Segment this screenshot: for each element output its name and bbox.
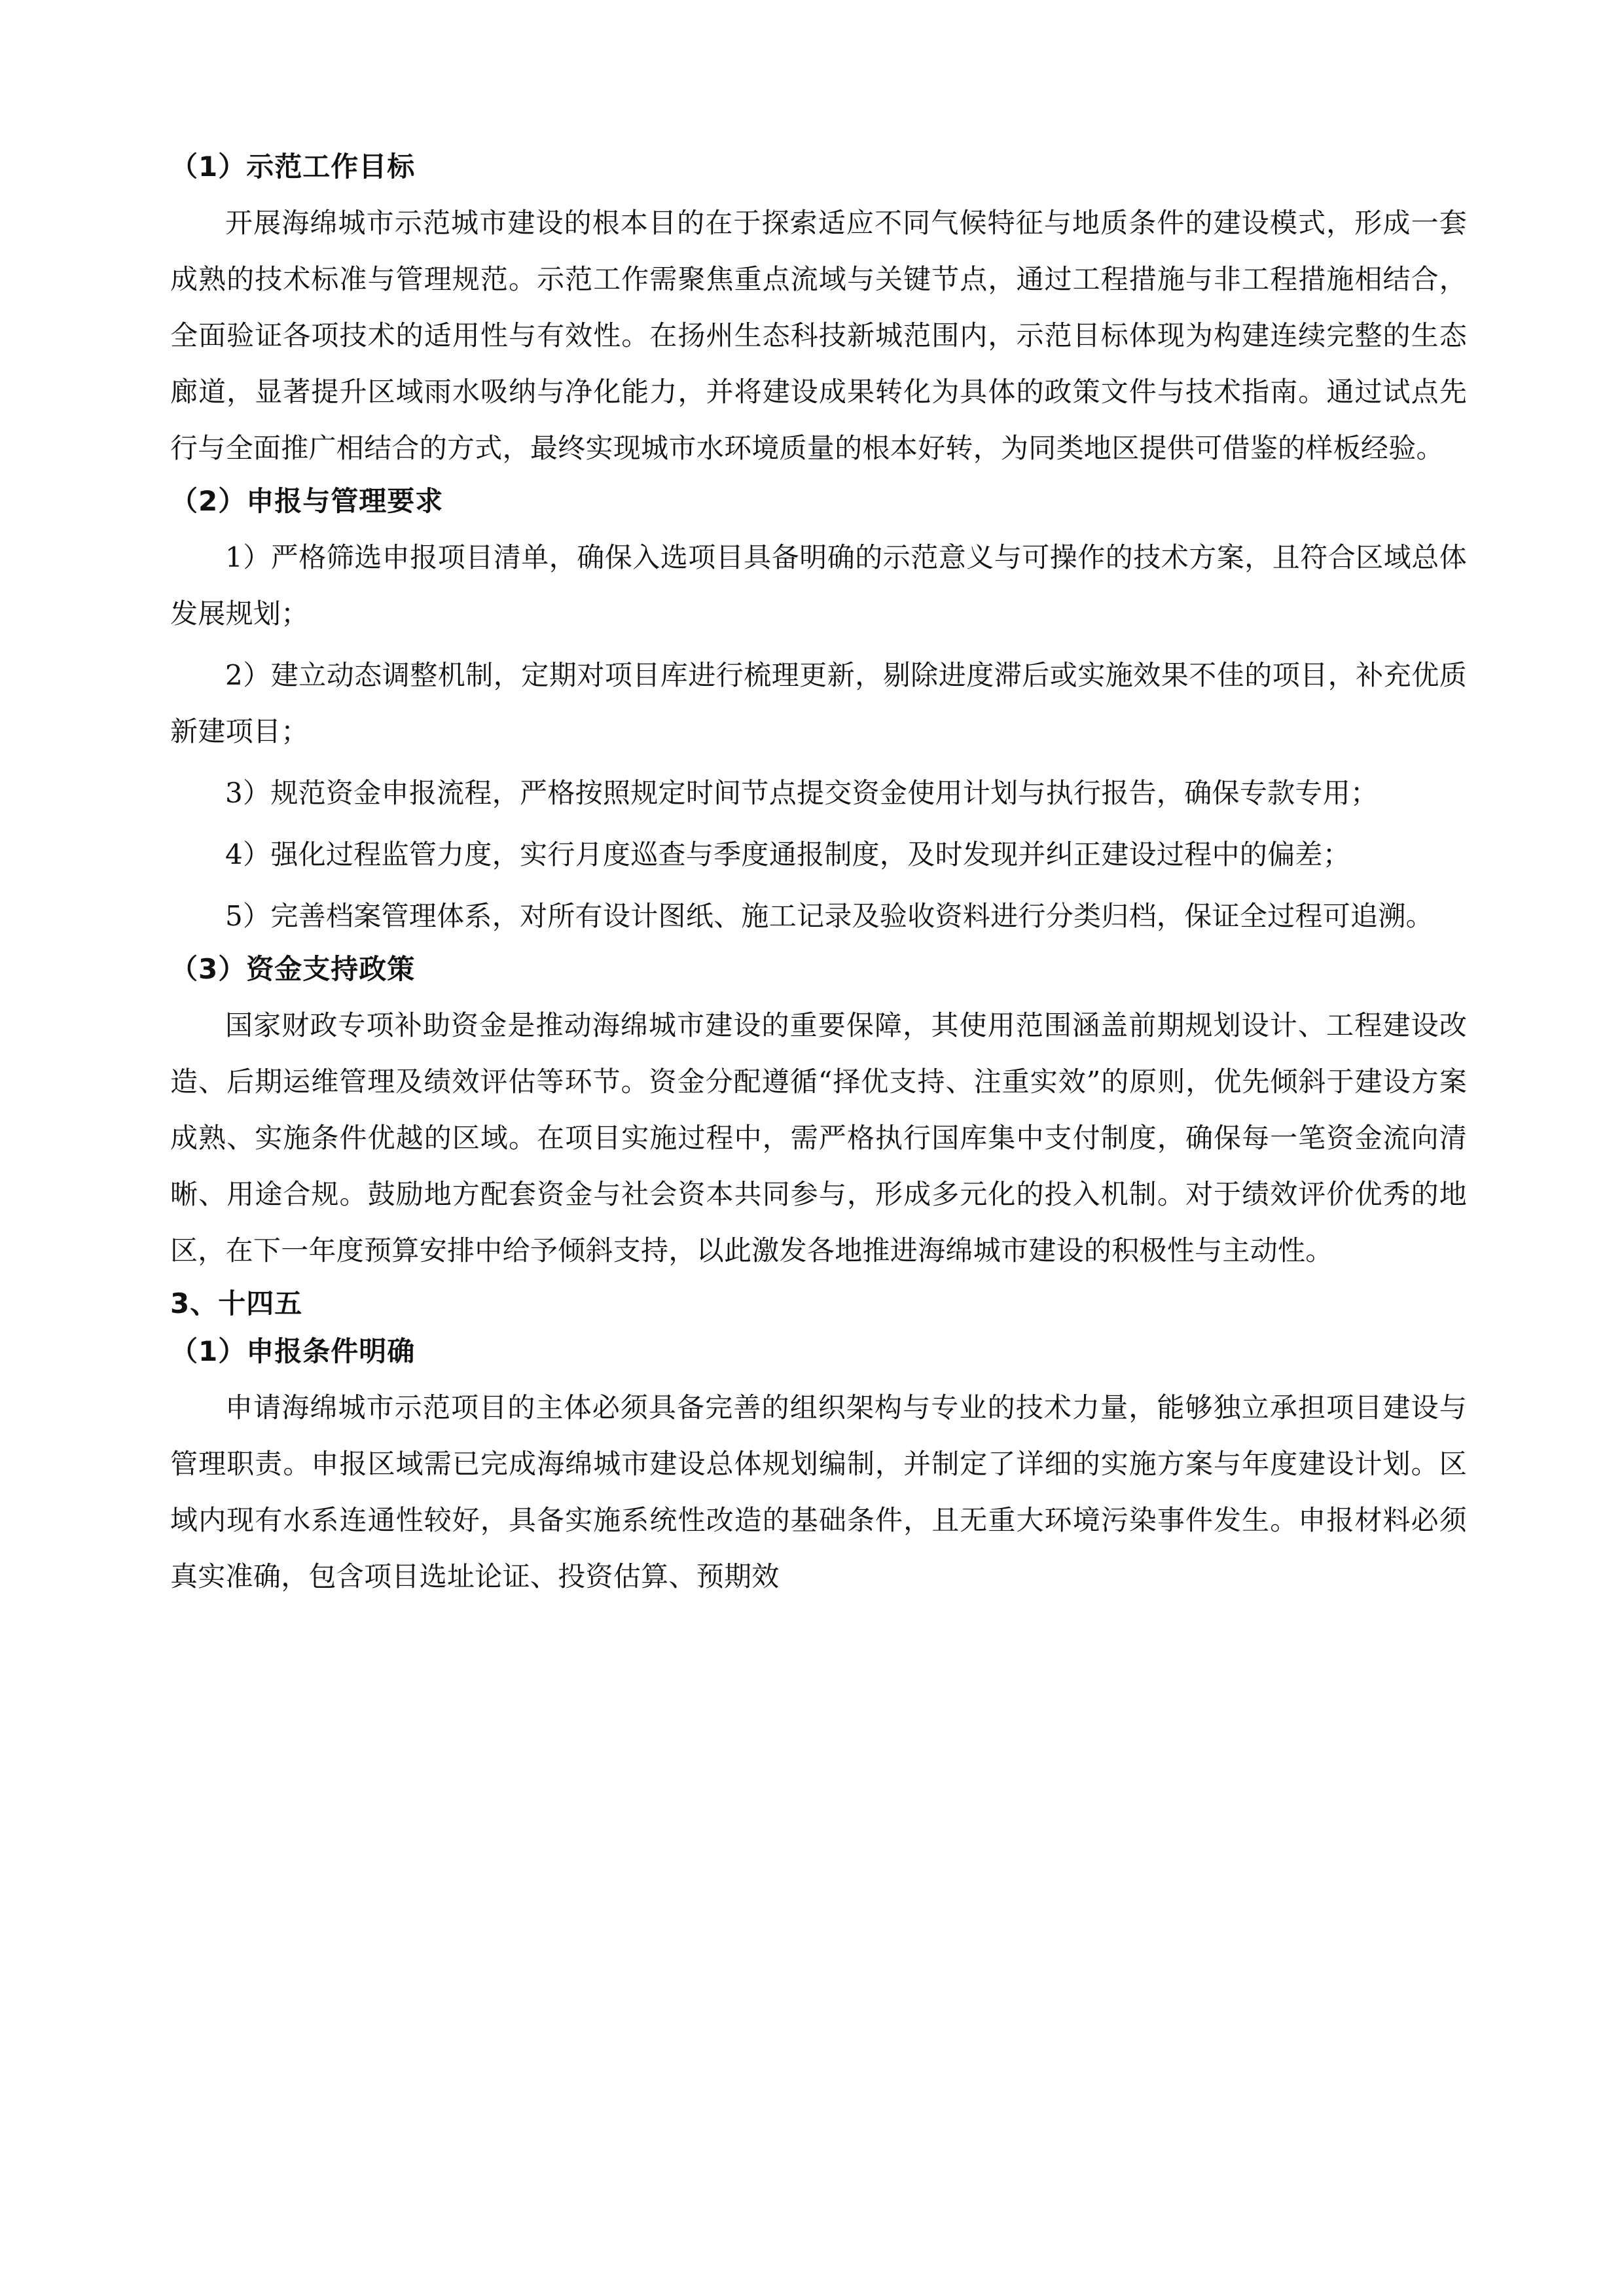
section-heading-demonstration-goals: （1）示范工作目标 [170, 151, 416, 183]
list-item-requirement-4: 4）强化过程监管力度，实行月度巡查与季度通报制度，及时发现并纠正建设过程中的偏差； [225, 838, 1351, 870]
list-item-requirement-1: 1）严格筛选申报项目清单，确保入选项目具备明确的示范意义与可操作的技术方案，且符合区域总体发展规划； [170, 541, 1467, 630]
list-item-requirement-5: 5）完善档案管理体系，对所有设计图纸、施工记录及验收资料进行分类归档，保证全过程可追溯。 [225, 900, 1434, 932]
paragraph-application-conditions: 申请海绵城市示范项目的主体必须具备完善的组织架构与专业的技术力量，能够独立承担项目建设与管理职责。申报区域需已完成海绵城市建设总体规划编制，并制定了详细的实施方案与年度建设计划。区域内现有水系连通性较好，具备实施系统性改造的基础条件，且无重大环境污染事件发生。申报材料必须真实准确，包含项目选址论证、投资估算、预期效 [170, 1391, 1467, 1592]
list-item-requirement-3: 3）规范资金申报流程，严格按照规定时间节点提交资金使用计划与执行报告，确保专款专用； [225, 777, 1379, 809]
section-heading-funding-policy: （3）资金支持政策 [170, 953, 416, 985]
paragraph-funding-policy: 国家财政专项补助资金是推动海绵城市建设的重要保障，其使用范围涵盖前期规划设计、工程建设改造、后期运维管理及绩效评估等环节。资金分配遵循“择优支持、注重实效”的原则，优先倾斜于建设方案成熟、实施条件优越的区域。在项目实施过程中，需严格执行国库集中支付制度，确保每一笔资金流向清晰、用途合规。鼓励地方配套资金与社会资本共同参与，形成多元化的投入机制。对于绩效评价优秀的地区，在下一年度预算安排中给予倾斜支持，以此激发各地推进海绵城市建设的积极性与主动性。 [170, 1009, 1467, 1266]
paragraph-demonstration-goals: 开展海绵城市示范城市建设的根本目的在于探索适应不同气候特征与地质条件的建设模式，形成一套成熟的技术标准与管理规范。示范工作需聚焦重点流域与关键节点，通过工程措施与非工程措施相结合，全面验证各项技术的适用性与有效性。在扬州生态科技新城范围内，示范目标体现为构建连续完整的生态廊道，显著提升区域雨水吸纳与净化能力，并将建设成果转化为具体的政策文件与技术指南。通过试点先行与全面推广相结合的方式，最终实现城市水环境质量的根本好转，为同类地区提供可借鉴的样板经验。 [170, 207, 1467, 464]
section-heading-application-management: （2）申报与管理要求 [170, 485, 444, 517]
list-item-requirement-2: 2）建立动态调整机制，定期对项目库进行梳理更新，剔除进度滞后或实施效果不佳的项目，补充优质新建项目； [170, 659, 1467, 747]
section-heading-14th-five-year: 3、十四五 [170, 1287, 303, 1319]
section-heading-application-conditions: （1）申报条件明确 [170, 1335, 416, 1367]
